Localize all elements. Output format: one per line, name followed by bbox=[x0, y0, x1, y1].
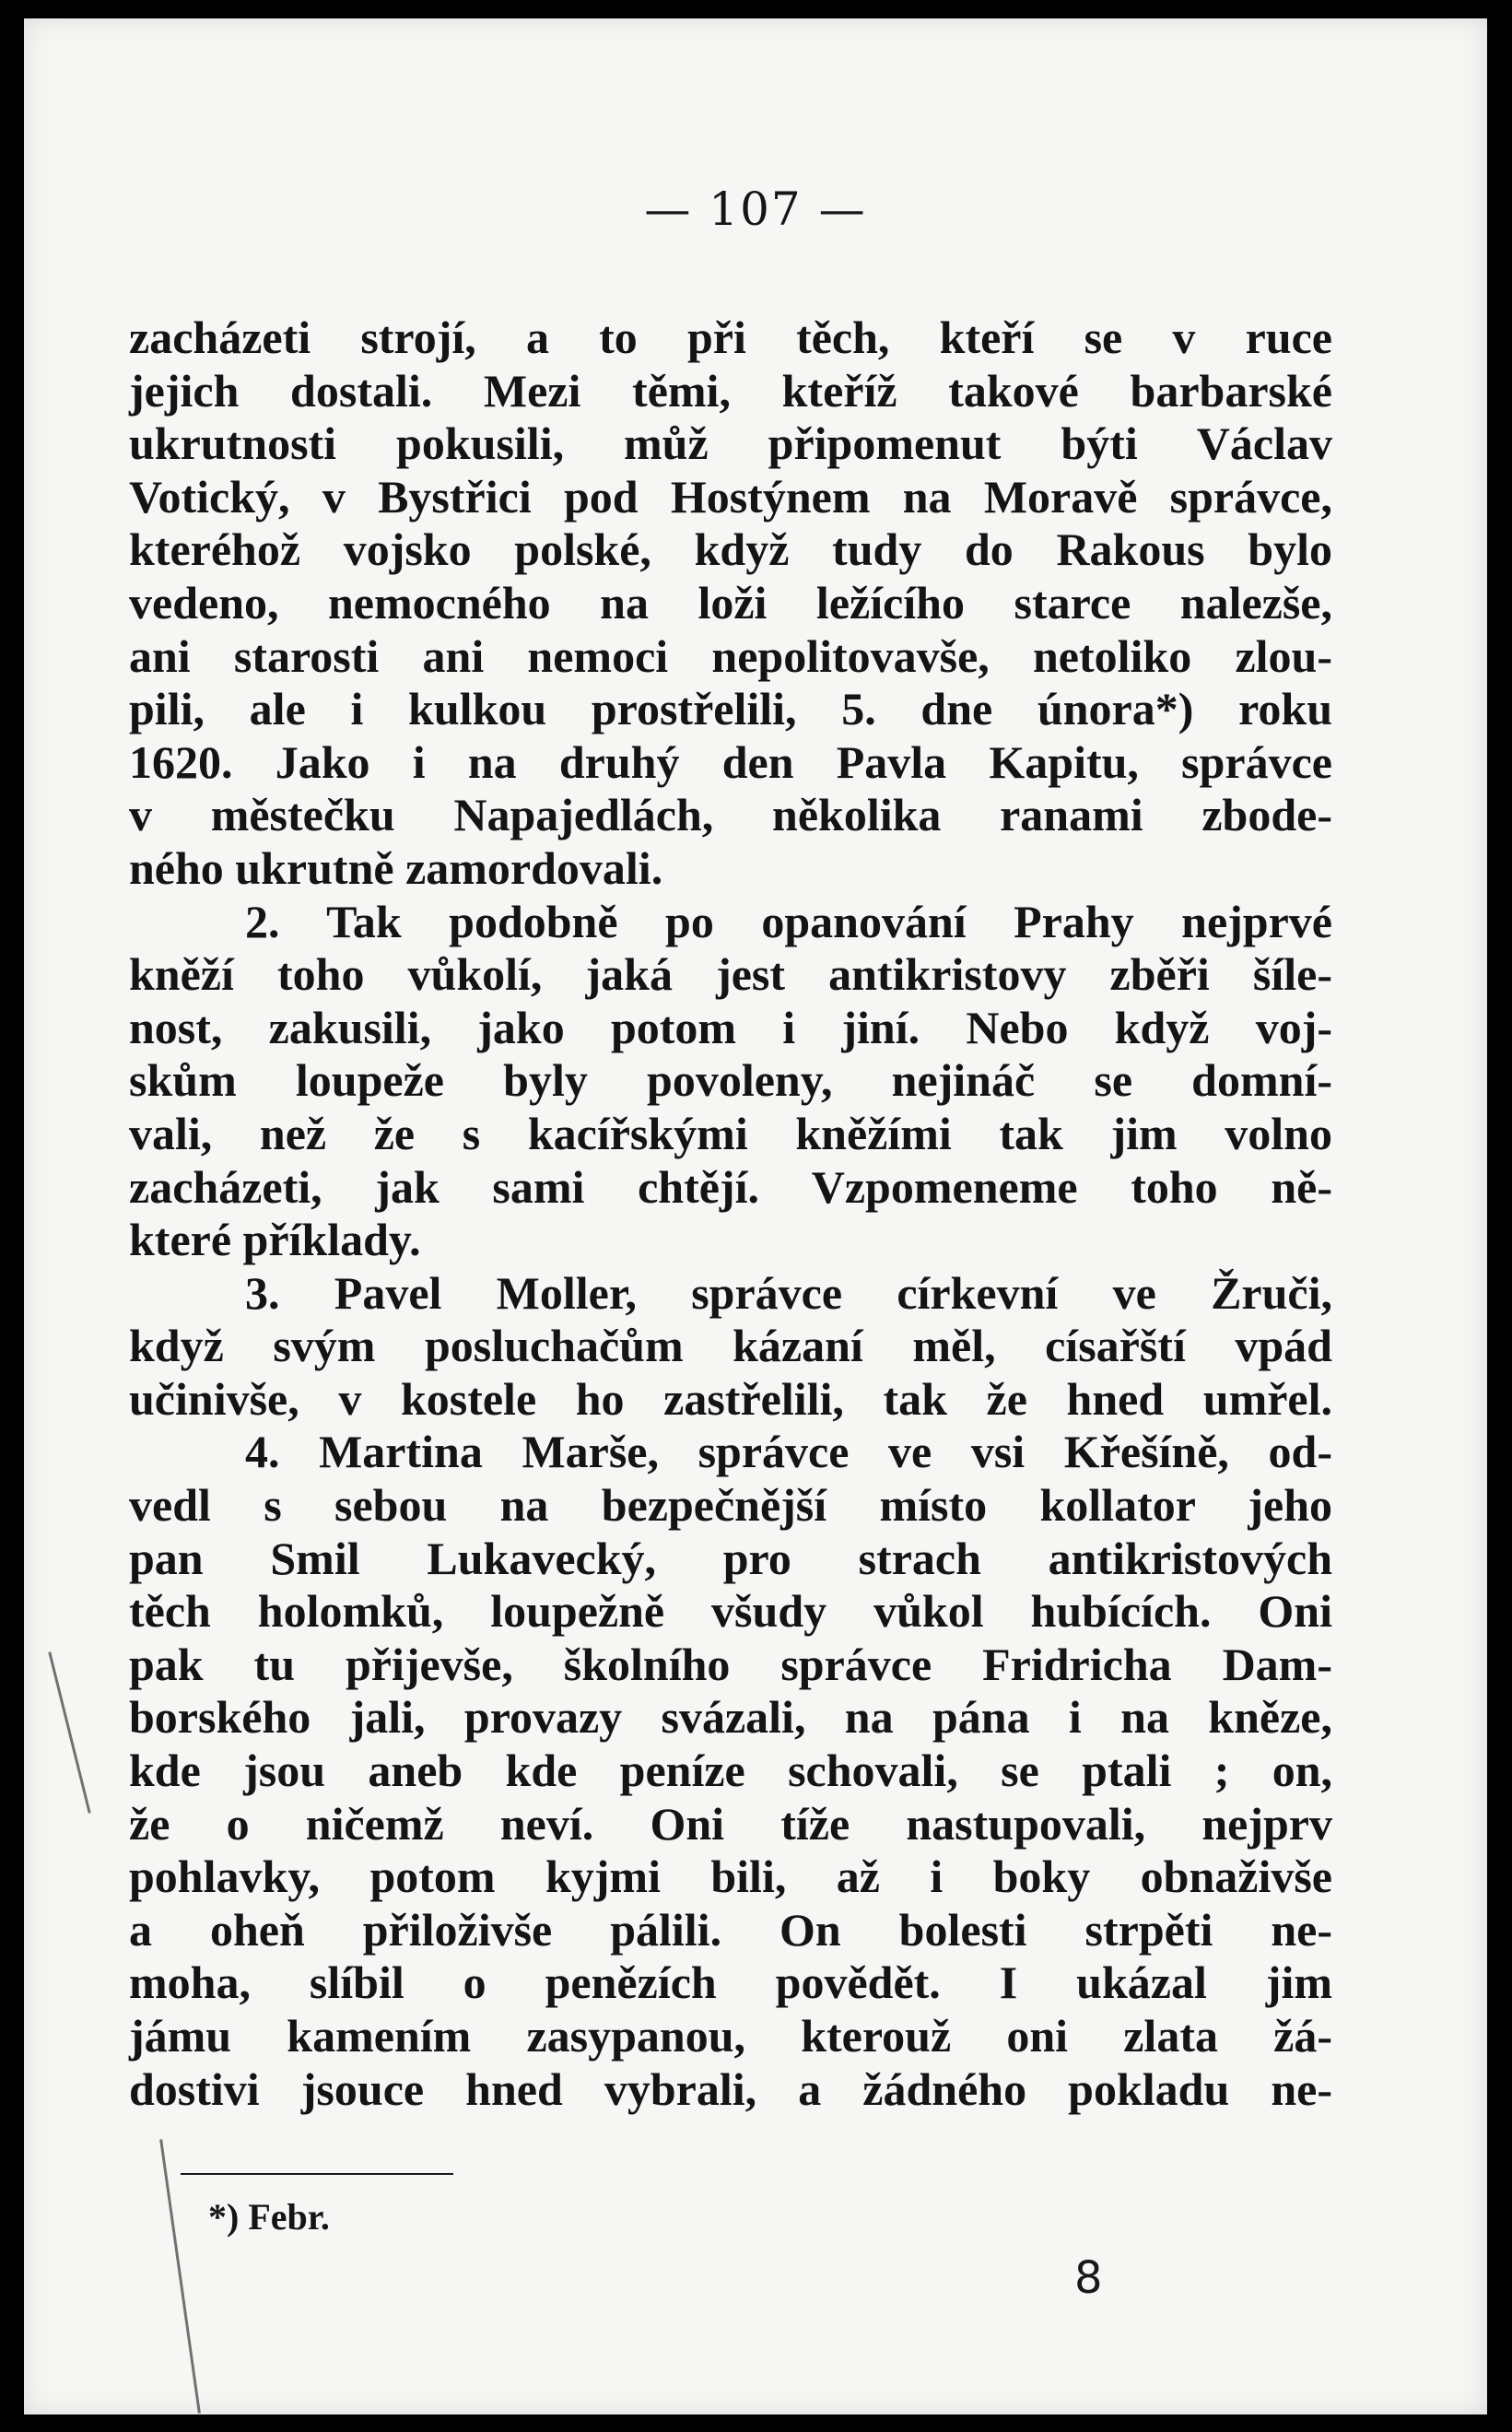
text-line: a oheň přiloživše pálili. On bolesti strpěti ne- bbox=[129, 1903, 1332, 1956]
text-line: nost, zakusili, jako potom i jiní. Nebo když voj- bbox=[129, 1001, 1332, 1053]
text-line: moha, slíbil o penězích povědět. I ukázal jim bbox=[129, 1956, 1332, 2009]
text-line: vedl s sebou na bezpečnější místo kollator jeho bbox=[129, 1479, 1332, 1532]
text-line: jámu kamením zasypanou, kterouž oni zlata žá- bbox=[129, 2010, 1332, 2062]
footnote-divider bbox=[181, 2173, 453, 2175]
text-line: těch holomků, loupežně všudy vůkol hubících. Oni bbox=[129, 1585, 1332, 1638]
text-line: pan Smil Lukavecký, pro strach antikristových bbox=[129, 1532, 1332, 1584]
text-line: které příklady. bbox=[129, 1214, 421, 1266]
page-number-header: — 107 — bbox=[644, 182, 867, 236]
text-line: zacházeti, jak sami chtějí. Vzpomeneme toho ně- bbox=[129, 1160, 1332, 1213]
text-line: kněží toho vůkolí, jaká jest antikristovy zběři šíle- bbox=[129, 948, 1332, 1001]
text-line: borského jali, provazy svázali, na pána i na kněze, bbox=[129, 1691, 1332, 1744]
text-line: kteréhož vojsko polské, když tudy do Rakous bylo bbox=[129, 523, 1332, 576]
text-line: že o ničemž neví. Oni tíže nastupovali, nejprv bbox=[129, 1797, 1332, 1850]
text-line: zacházeti strojí, a to při těch, kteří se v ruce bbox=[129, 311, 1332, 363]
text-line: ani starosti ani nemoci nepolitovavše, netoliko zlou- bbox=[129, 629, 1332, 682]
text-line: vedeno, nemocného na loži ležícího starce nalezše, bbox=[129, 576, 1332, 629]
text-line: ného ukrutně zamordovali. bbox=[129, 841, 663, 894]
text-line: když svým posluchačům kázaní měl, císařští vpád bbox=[129, 1320, 1332, 1372]
text-line: 2. Tak podobně po opanování Prahy nejprvé bbox=[245, 895, 1332, 947]
text-line: ukrutnosti pokusili, můž připomenut býti Václav bbox=[129, 417, 1332, 470]
text-line: pak tu přijevše, školního správce Fridricha Dam- bbox=[129, 1638, 1332, 1690]
text-line: kde jsou aneb kde peníze schovali, se ptali ; on, bbox=[129, 1745, 1332, 1797]
book-page bbox=[24, 18, 1487, 2414]
margin-crease-line bbox=[48, 1651, 90, 1813]
margin-crease-line bbox=[159, 2139, 201, 2413]
text-line: vali, než že s kacířskými kněžími tak jim volno bbox=[129, 1107, 1332, 1159]
text-line: 4. Martina Marše, správce ve vsi Křešíně, od- bbox=[245, 1426, 1332, 1478]
signature-mark: 8 bbox=[1074, 2252, 1103, 2304]
text-line: v městečku Napajedlách, několika ranami zbode- bbox=[129, 789, 1332, 841]
footnote: *) Febr. bbox=[208, 2196, 330, 2238]
text-line: jejich dostali. Mezi těmi, kteříž takové barbarské bbox=[129, 364, 1332, 417]
text-line: Votický, v Bystřici pod Hostýnem na Moravě správce, bbox=[129, 470, 1332, 523]
text-line: 1620. Jako i na druhý den Pavla Kapitu, správce bbox=[129, 735, 1332, 788]
body-text bbox=[129, 311, 1332, 2116]
text-line: pohlavky, potom kyjmi bili, až i boky obnaživše bbox=[129, 1850, 1332, 1903]
text-line: skům loupeže byly povoleny, nejináč se domní- bbox=[129, 1054, 1332, 1107]
text-line: pili, ale i kulkou prostřelili, 5. dne února*) roku bbox=[129, 683, 1332, 735]
text-line: dostivi jsouce hned vybrali, a žádného pokladu ne- bbox=[129, 2062, 1332, 2115]
text-line: učinivše, v kostele ho zastřelili, tak že hned umřel. bbox=[129, 1372, 1332, 1425]
text-line: 3. Pavel Moller, správce církevní ve Žruči, bbox=[245, 1266, 1332, 1319]
